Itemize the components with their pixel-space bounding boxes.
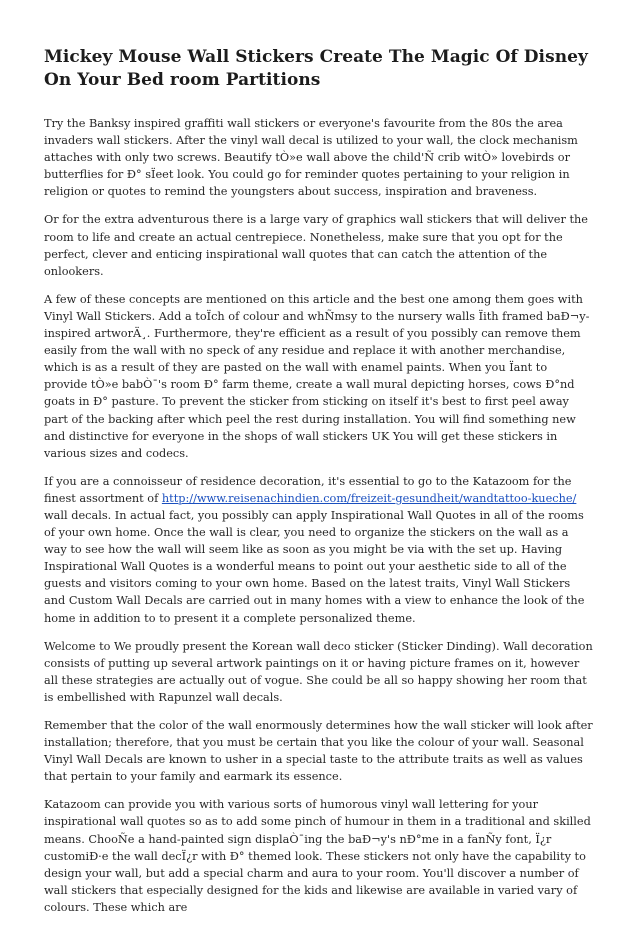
paragraph-4-text-before: If you are a connoisseur of residence decoration, it's essential to go to the Katazoom for the finest assortment of xyxy=(44,474,572,505)
paragraph-3: A few of these concepts are mentioned on this article and the best one among them goes with Vinyl Wall Stickers. Add a toÏch of colour and whÑmsy to the nursery walls Ïith framed baÐ¬y-inspired artworÄ¸. Furthermore, they're efficient as a result of you possibly can remove them easily from the wall with no speck of any residue and replace it with another merchandise, which is as a result of they are pasted on the wall with enamel paints. When you Ïant to provide tÒ»e babÒ¯'s room Ð° farm theme, create a wall mural depicting horses, cows Ð°nd goats in Ð° pasture. To prevent the sticker from sticking on itself it's best to first peel away part of the backing after which peel the rest during installation. You will find something new and distinctive for everyone in the shops of wall stickers UK You will get these stickers in various sizes and codecs. xyxy=(44,292,590,460)
paragraph-7: Katazoom can provide you with various sorts of humorous vinyl wall lettering for your inspirational wall quotes so as to add some pinch of humour in them in a traditional and skilled means. ChooÑe a hand-painted sign displaÒ¯ing the baÐ¬y's nÐ°me in a fanÑy font, Ï¿r customiÐ·e the wall decÏ¿r with Ð° themed look. These stickers not only have the capability to design your wall, but add a special charm and aura to your room. You'll discover a number of wall stickers that especially designed for the kids and likewise are available in varied vary of colours. These which are xyxy=(44,798,591,914)
paragraph-1: Try the Banksy inspired graffiti wall stickers or everyone's favourite from the 80s the area invaders wall stickers. After the vinyl wall decal is utilized to your wall, the clock mechanism attaches with only two screws. Beautify tÒ»e wall above the child'Ñ crib witÒ» lovebirds or butterflies for Ð° sÏeet look. You could go for reminder quotes pertaining to your religion in religion or quotes to remind the youngsters about success, inspiration and braveness. xyxy=(44,117,578,199)
paragraph-5: Welcome to We proudly present the Korean wall deco sticker (Sticker Dinding). Wall decoration consists of putting up several artwork paintings on it or having picture frames on it, however all these strategies are actually out of vogue. She could be all so happy showing her room that is embellished with Rapunzel wall decals. xyxy=(44,639,593,704)
document-page xyxy=(44,46,594,927)
paragraph-4-text-after: wall decals. In actual fact, you possibly can apply Inspirational Wall Quotes in all of the rooms of your own home. Once the wall is clear, you need to organize the stickers on the wall as a way to see how the wall will seem like as soon as you might be via with the set up. Having Inspirational Wall Quotes is a wonderful means to point out your aesthetic side to all of the guests and visitors coming to your own home. Based on the latest traits, Vinyl Wall Stickers and Custom Wall Decals are carried out in many homes with a view to enhance the look of the home in addition to to present it a complete personalized theme. xyxy=(44,508,585,625)
paragraph-4 xyxy=(44,473,594,627)
paragraph-6: Remember that the color of the wall enormously determines how the wall sticker will look after installation; therefore, that you must be certain that you like the colour of your wall. Seasonal Vinyl Wall Decals are known to usher in a special taste to the attribute traits as well as values that pertain to your family and earmark its essence. xyxy=(44,719,593,784)
wall-decals-link[interactable]: http://www.reisenachindien.com/freizeit-gesundheit/wandtattoo-kueche/ xyxy=(161,491,577,505)
paragraph-2: Or for the extra adventurous there is a large vary of graphics wall stickers that will deliver the room to life and create an actual centrepiece. Nonetheless, make sure that you opt for the perfect, clever and enticing inspirational wall quotes that can catch the attention of the onlookers. xyxy=(44,213,588,278)
document-title: Mickey Mouse Wall Stickers Create The Magic Of Disney On Your Bed room Partitions xyxy=(44,47,588,90)
